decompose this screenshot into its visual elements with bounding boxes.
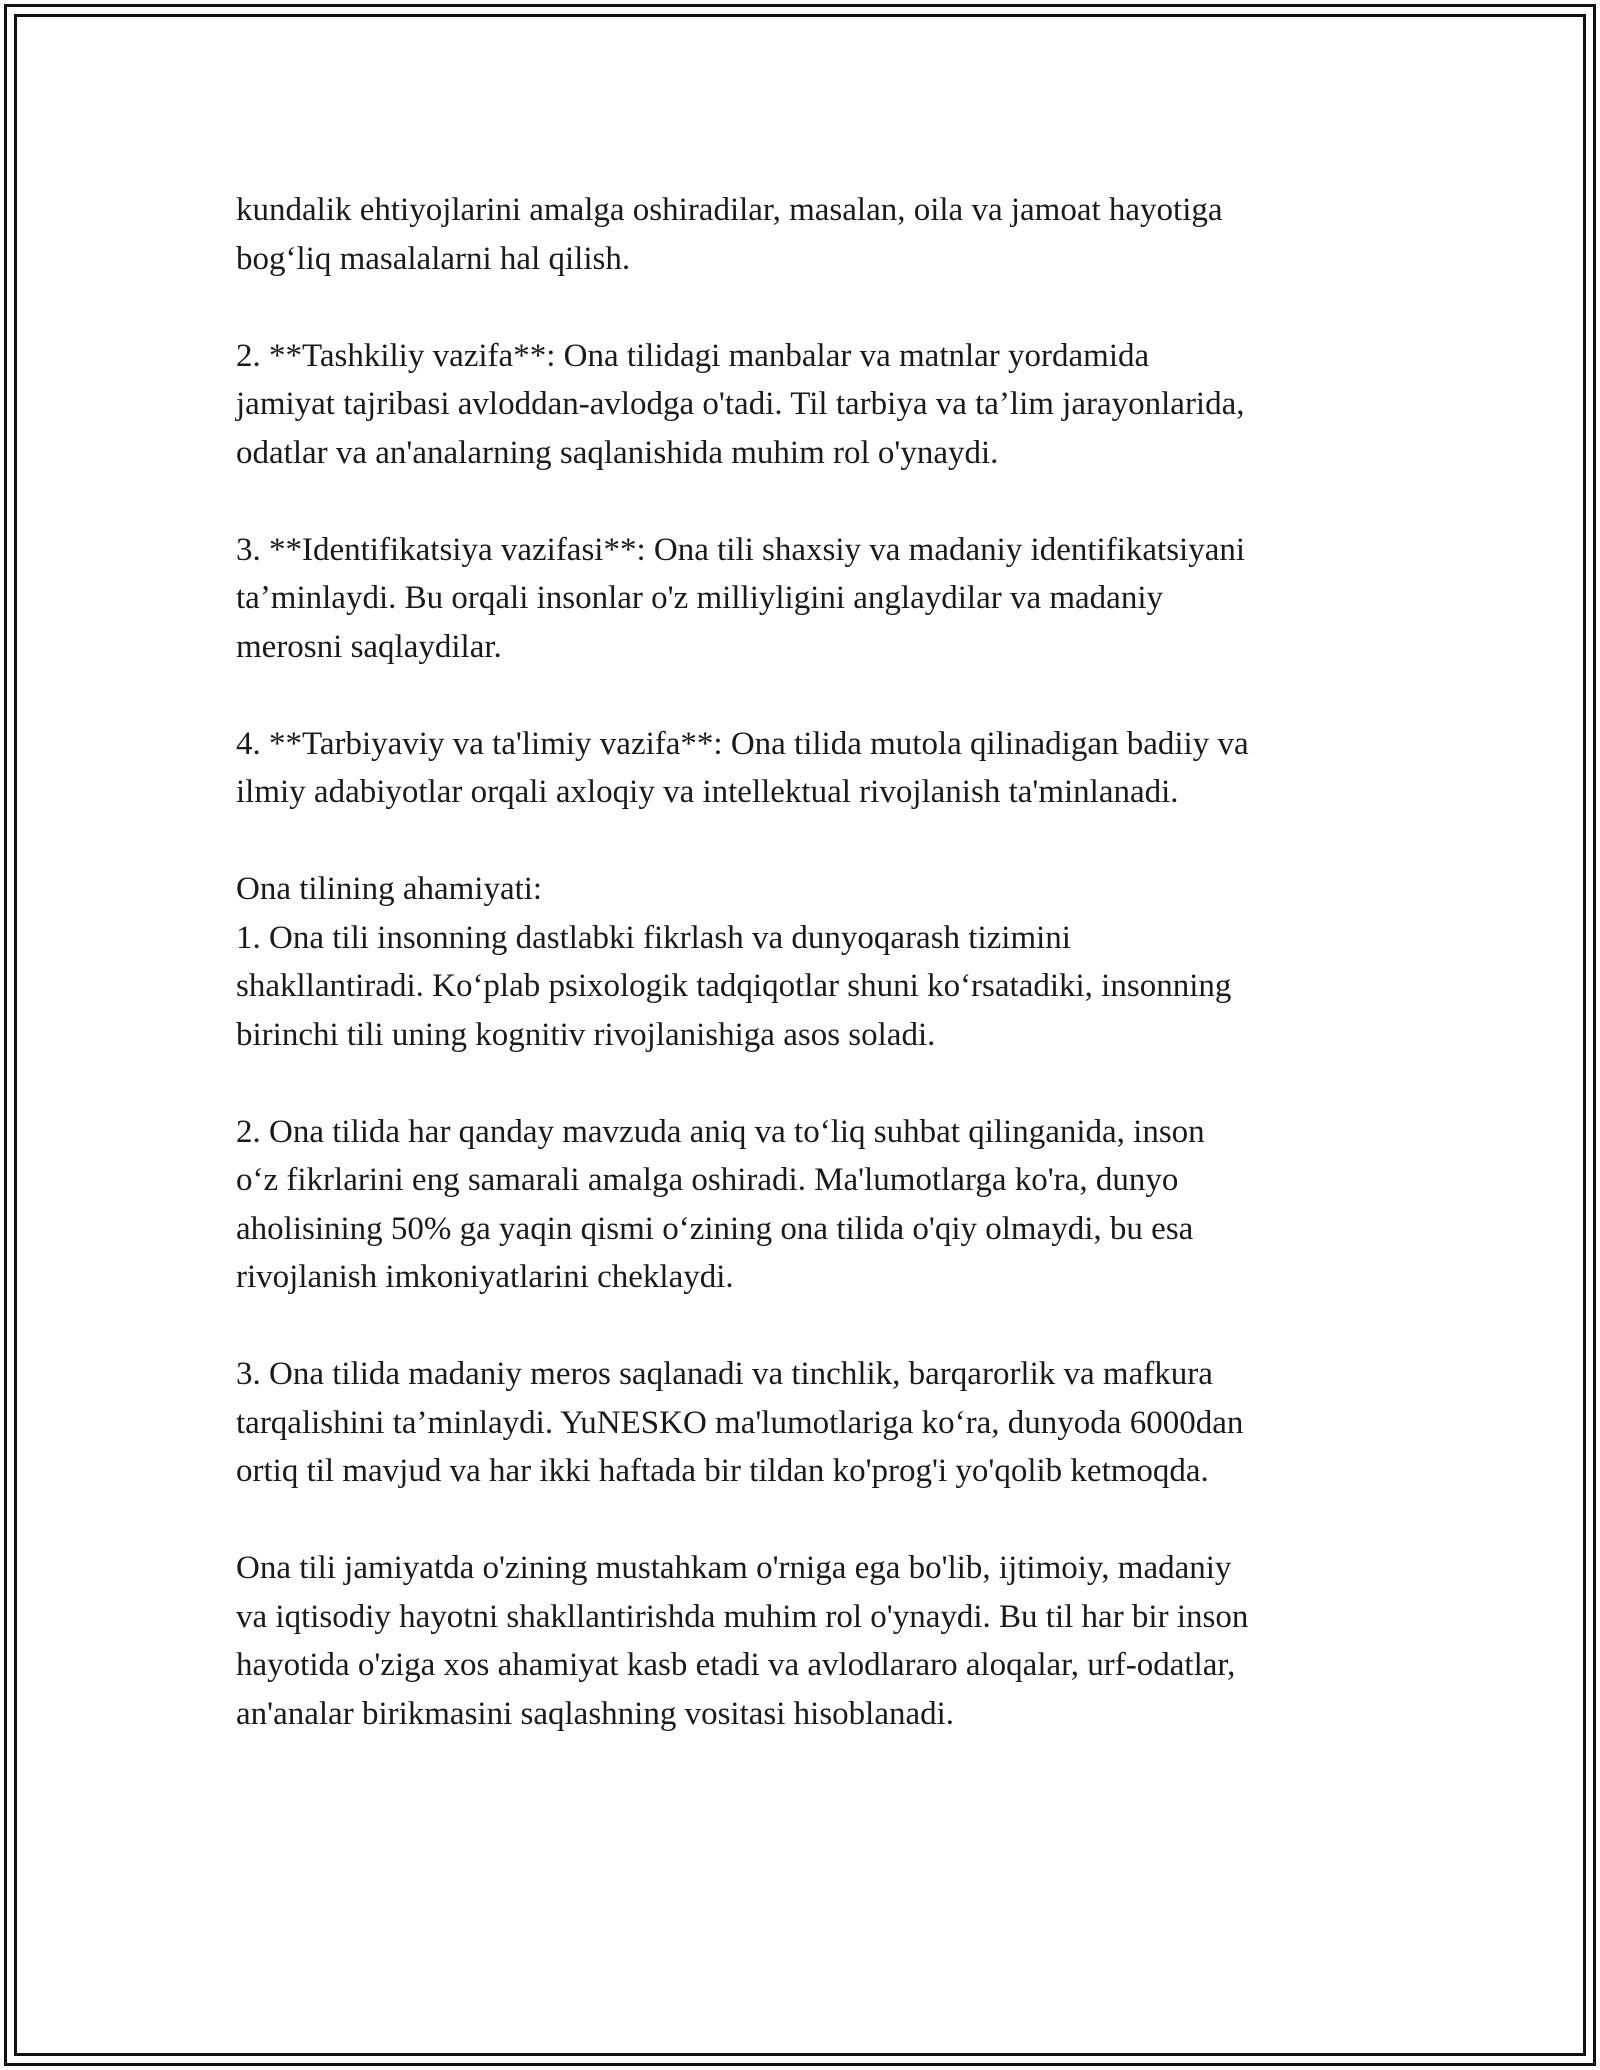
- text-line: kundalik ehtiyojlarini amalga oshiradilar, masalan, oila va jamoat hayotiga: [236, 192, 1223, 228]
- text-line: odatlar va an'analarning saqlanishida muhim rol o'ynaydi.: [236, 434, 999, 471]
- text-line: 2. **Tashkiliy vazifa**: Ona tilidagi manbalar va matnlar yordamida: [236, 337, 1150, 374]
- text-line: jamiyat tajribasi avloddan-avlodga o'tadi. Til tarbiya va ta’lim jarayonlarida,: [236, 386, 1245, 422]
- text-line: birinchi tili uning kognitiv rivojlanishiga asos soladi.: [236, 1016, 936, 1053]
- text-line: an'analar birikmasini saqlashning vositasi hisoblanadi.: [236, 1695, 955, 1732]
- paragraph-tarbiyaviy-vazifa: [236, 720, 1386, 817]
- paragraph-tashkiliy-vazifa: [236, 332, 1386, 478]
- text-line: ilmiy adabiyotlar orqali axloqiy va intellektual rivojlanish ta'minlanadi.: [236, 774, 1179, 810]
- document-body: [236, 186, 1386, 1738]
- paragraph-ahamiyat-2: [236, 1108, 1386, 1302]
- text-line: Ona tili jamiyatda o'zining mustahkam o'rniga ega bo'lib, ijtimoiy, madaniy: [236, 1550, 1232, 1586]
- text-line: ortiq til mavjud va har ikki haftada bir tildan ko'prog'i yo'qolib ketmoqda.: [236, 1453, 1209, 1489]
- text-line: bog‘liq masalalarni hal qilish.: [236, 240, 631, 277]
- paragraph-ona-tilining-ahamiyati: [236, 865, 1386, 1059]
- text-line: merosni saqlaydilar.: [236, 628, 502, 665]
- text-line: va iqtisodiy hayotni shakllantirishda muhim rol o'ynaydi. Bu til har bir inson: [236, 1598, 1249, 1635]
- text-line: o‘z fikrlarini eng samarali amalga oshiradi. Ma'lumotlarga ko'ra, dunyo: [236, 1162, 1179, 1198]
- text-line: 1. Ona tili insonning dastlabki fikrlash va dunyoqarash tizimini: [236, 919, 1071, 956]
- text-line: shakllantiradi. Ko‘plab psixologik tadqiqotlar shuni ko‘rsatadiki, insonning: [236, 968, 1232, 1004]
- text-line: 4. **Tarbiyaviy va ta'limiy vazifa**: Ona tilida mutola qilinadigan badiiy va: [236, 725, 1249, 762]
- text-line: 2. Ona tilida har qanday mavzuda aniq va to‘liq suhbat qilinganida, inson: [236, 1113, 1205, 1150]
- paragraph-continuation: [236, 186, 1386, 283]
- text-line: 3. Ona tilida madaniy meros saqlanadi va tinchlik, barqarorlik va mafkura: [236, 1356, 1213, 1392]
- paragraph-ahamiyat-3: [236, 1350, 1386, 1496]
- paragraph-identifikatsiya-vazifasi: [236, 526, 1386, 672]
- text-line: 3. **Identifikatsiya vazifasi**: Ona tili shaxsiy va madaniy identifikatsiyani: [236, 531, 1246, 568]
- paragraph-conclusion: [236, 1544, 1386, 1738]
- text-line: aholisining 50% ga yaqin qismi o‘zining ona tilida o'qiy olmaydi, bu esa: [236, 1210, 1194, 1247]
- text-line: hayotida o'ziga xos ahamiyat kasb etadi va avlodlararo aloqalar, urf-odatlar,: [236, 1647, 1236, 1683]
- section-heading-line: Ona tilining ahamiyati:: [236, 871, 543, 907]
- text-line: taʼminlaydi. Bu orqali insonlar o'z milliyligini anglaydilar va madaniy: [236, 580, 1163, 616]
- text-line: rivojlanish imkoniyatlarini cheklaydi.: [236, 1259, 734, 1295]
- text-line: tarqalishini ta’minlaydi. YuNESKO ma'lumotlariga ko‘ra, dunyoda 6000dan: [236, 1404, 1244, 1441]
